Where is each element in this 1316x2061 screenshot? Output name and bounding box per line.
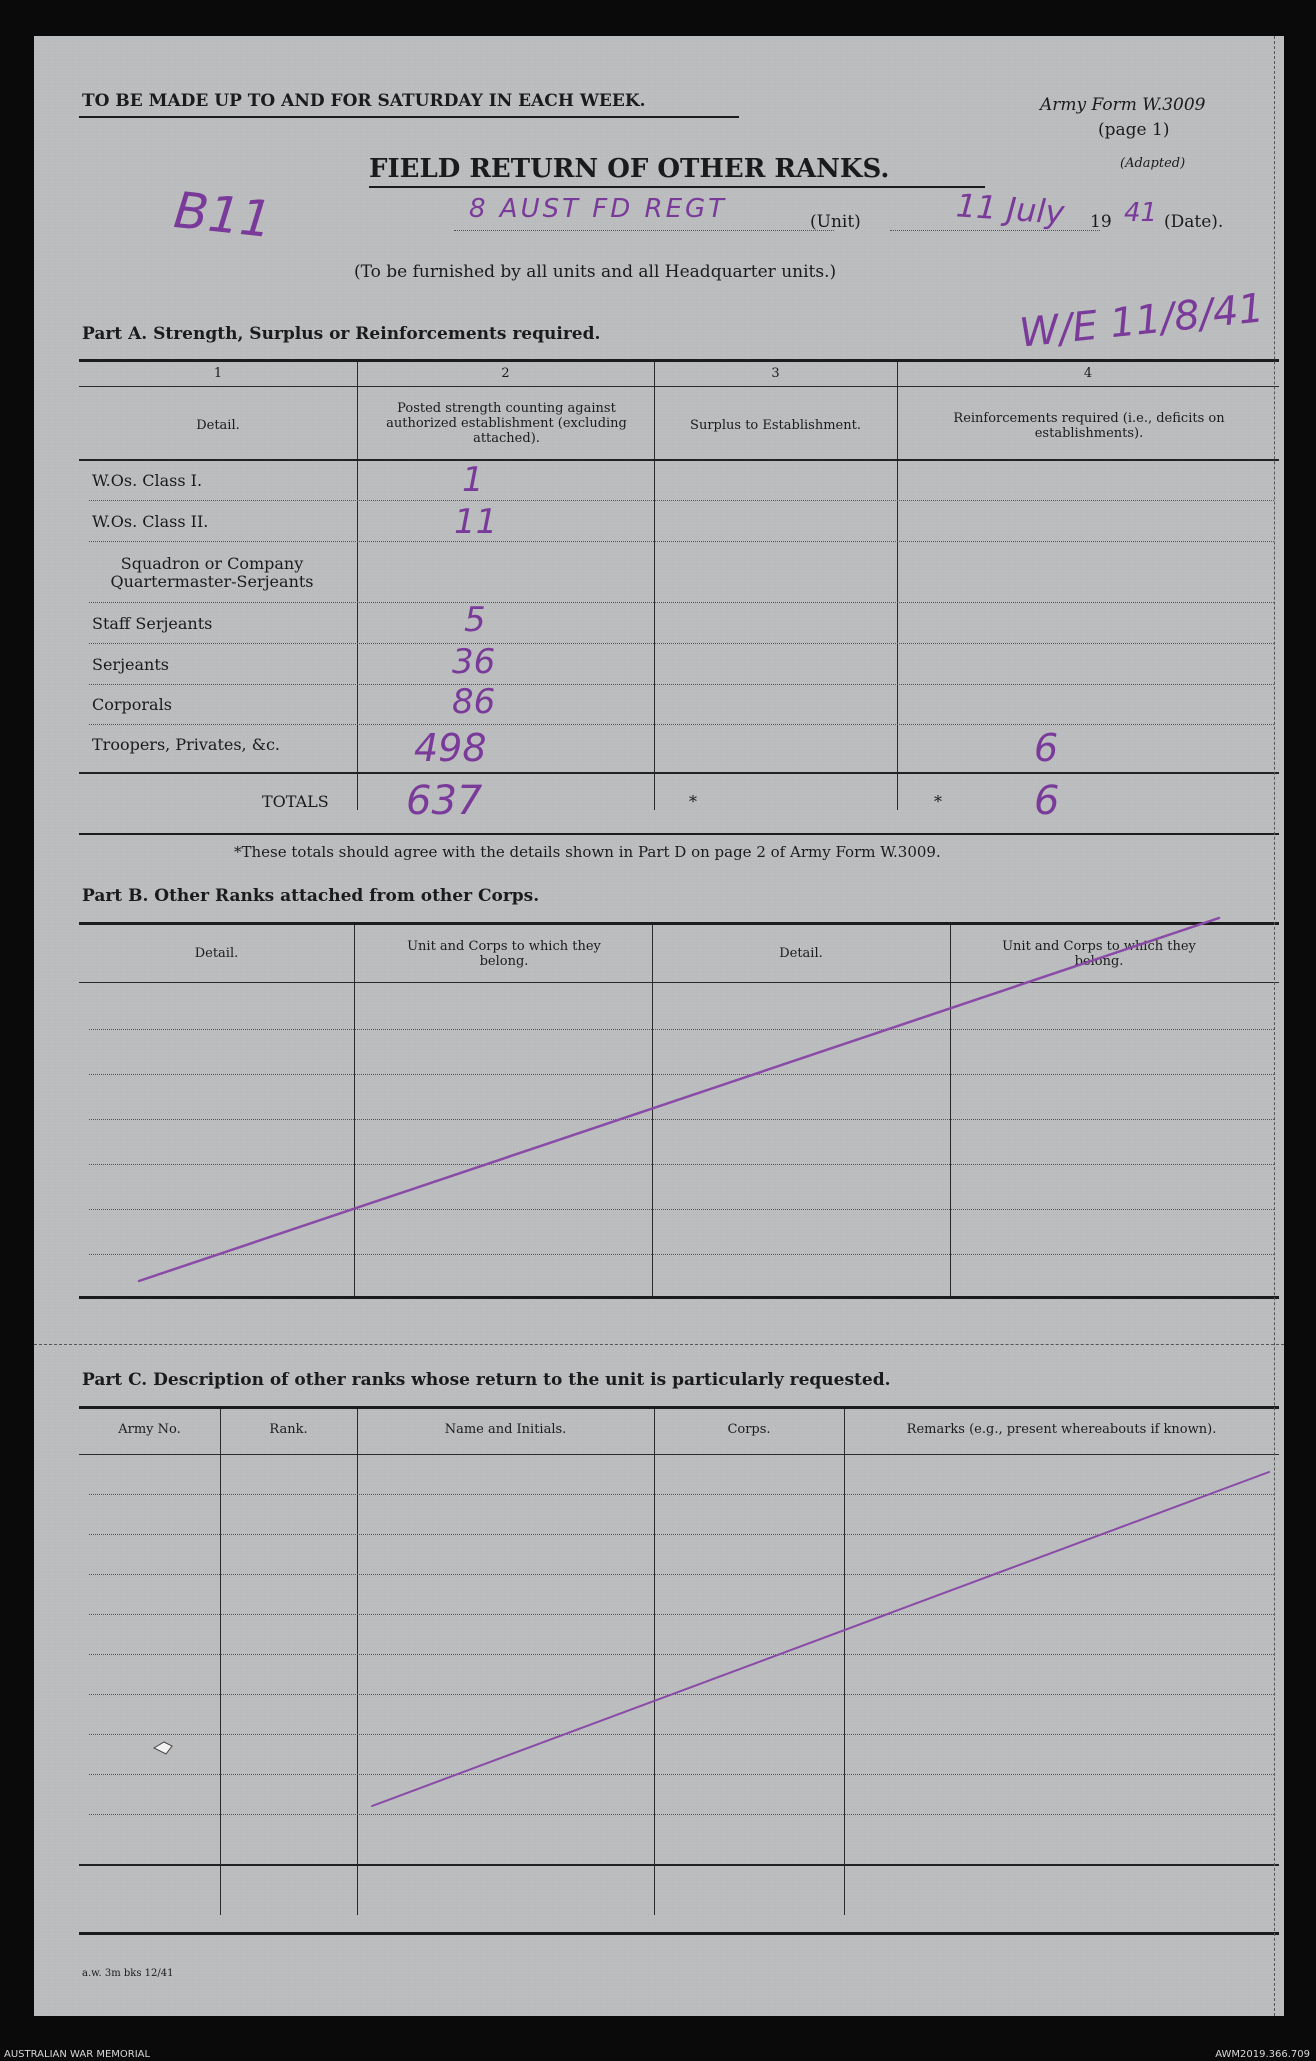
part-b-header-unit-1: Unit and Corps to which they belong. — [407, 939, 601, 969]
weekly-instruction: TO BE MADE UP TO AND FOR SATURDAY IN EACH WEEK. — [82, 91, 646, 111]
handwritten-week-ending: W/E 11/8/41 — [1017, 285, 1266, 357]
part-b-header-detail-2: Detail. — [779, 946, 823, 961]
footer-institution: AUSTRALIAN WAR MEMORIAL — [4, 2049, 151, 2060]
totals-surplus-marker: * — [689, 792, 697, 811]
handwritten-date: 11 July — [954, 186, 1066, 232]
posted-troopers: 498 — [414, 726, 487, 770]
row-detail-staff-serjeants: Staff Serjeants — [92, 614, 213, 633]
part-c-header-name: Name and Initials. — [444, 1422, 567, 1437]
part-b-heading: Part B. Other Ranks attached from other Corps. — [82, 886, 540, 906]
footer-accession: AWM2019.366.709 — [1215, 2049, 1310, 2060]
year-prefix: 19 — [1090, 212, 1112, 232]
form-sheet — [34, 36, 1284, 2016]
col-number-1: 1 — [213, 366, 223, 381]
row-detail-corporals: Corporals — [92, 695, 172, 714]
handwritten-year: 41 — [1124, 198, 1158, 228]
unit-label: (Unit) — [810, 212, 861, 232]
part-a-footnote: *These totals should agree with the details shown in Part D on page 2 of Army Form W.3009. — [234, 843, 941, 861]
totals-reinf-marker: * — [934, 792, 942, 811]
furnish-note: (To be furnished by all units and all Headquarter units.) — [354, 262, 837, 282]
row-detail-cqms: Squadron or Company Quartermaster-Serjeants — [110, 554, 314, 591]
header-surplus: Surplus to Establishment. — [690, 418, 861, 433]
form-adapted: (Adapted) — [1120, 156, 1186, 171]
part-c-header-corps: Corps. — [727, 1422, 771, 1437]
col-number-2: 2 — [501, 366, 510, 381]
posted-wo2: 11 — [454, 502, 498, 542]
part-c-heading: Part C. Description of other ranks whose return to the unit is particularly requested. — [82, 1370, 891, 1390]
row-detail-serjeants: Serjeants — [92, 655, 169, 674]
header-posted-strength: Posted strength counting against authorized establishment (excluding attached). — [386, 401, 627, 446]
date-label: (Date). — [1164, 212, 1224, 232]
form-id: Army Form W.3009 — [1040, 95, 1206, 115]
part-a-heading: Part A. Strength, Surplus or Reinforcements required. — [82, 324, 601, 344]
row-detail-troopers: Troopers, Privates, &c. — [92, 735, 281, 754]
header-reinforcements: Reinforcements required (i.e., deficits on establishments). — [953, 411, 1225, 441]
printer-mark: a.w. 3m bks 12/41 — [82, 1968, 174, 1979]
row-detail-wo1: W.Os. Class I. — [92, 471, 203, 490]
part-c-strike-line — [372, 1472, 1269, 1806]
totals-label: TOTALS — [262, 792, 329, 811]
part-c-header-remarks: Remarks (e.g., present whereabouts if known). — [906, 1422, 1217, 1437]
form-title: FIELD RETURN OF OTHER RANKS. — [369, 154, 890, 184]
totals-reinf: 6 — [1034, 778, 1060, 824]
posted-staff-serjeants: 5 — [464, 600, 486, 640]
header-detail: Detail. — [196, 418, 240, 433]
part-b-header-unit-2: Unit and Corps to which they belong. — [1002, 939, 1196, 969]
strike-through-marks — [34, 36, 1284, 2016]
handwritten-unit: 8 AUST FD REGT — [469, 194, 728, 224]
form-page: (page 1) — [1098, 120, 1170, 140]
reinf-troopers: 6 — [1034, 726, 1059, 770]
row-detail-wo2: W.Os. Class II. — [92, 512, 209, 531]
posted-corporals: 86 — [452, 682, 496, 722]
col-number-4: 4 — [1083, 366, 1093, 381]
handwritten-ref: B11 — [171, 181, 275, 249]
part-b-header-detail-1: Detail. — [194, 946, 239, 961]
col-number-3: 3 — [771, 366, 780, 381]
paper-hole — [154, 1742, 172, 1754]
posted-serjeants: 36 — [452, 642, 496, 682]
part-b-strike-line — [139, 918, 1219, 1281]
posted-wo1: 1 — [462, 460, 484, 500]
totals-posted: 637 — [406, 778, 483, 824]
part-c-header-rank: Rank. — [269, 1422, 308, 1437]
part-c-header-army-no: Army No. — [118, 1422, 181, 1437]
